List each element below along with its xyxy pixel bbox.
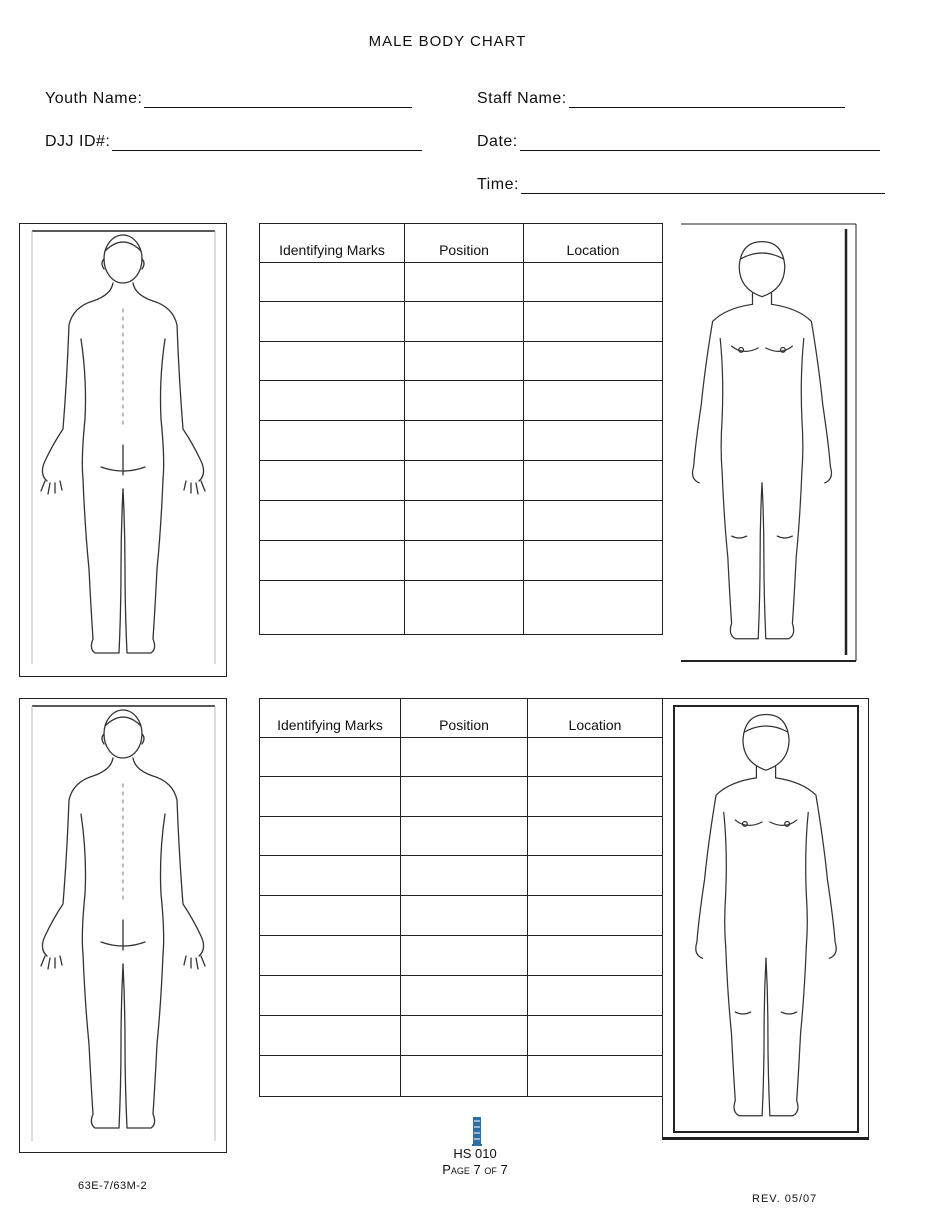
table-cell[interactable] [260, 263, 405, 302]
table-row [260, 342, 663, 381]
identifying-marks-table-top [259, 223, 663, 635]
front-body-figure-bottom [662, 698, 869, 1140]
table-row [260, 461, 663, 501]
table-header-row [260, 224, 663, 263]
table-row [260, 581, 663, 635]
table-cell[interactable] [260, 1016, 401, 1056]
table-cell[interactable] [260, 817, 401, 856]
header-location: Location [528, 699, 663, 738]
table-cell[interactable] [260, 342, 405, 381]
table-cell[interactable] [260, 541, 405, 581]
table-cell[interactable] [260, 856, 401, 896]
date-label: Date: [477, 133, 518, 150]
staff-name-label: Staff Name: [477, 90, 567, 107]
staff-name-line[interactable] [569, 93, 845, 108]
seal-icon [471, 1117, 483, 1147]
table-cell[interactable] [401, 1056, 528, 1097]
date-line[interactable] [520, 136, 880, 151]
table-cell[interactable] [528, 777, 663, 817]
page-title: MALE BODY CHART [368, 33, 527, 50]
table-cell[interactable] [528, 738, 663, 777]
table-cell[interactable] [528, 856, 663, 896]
table-cell[interactable] [528, 936, 663, 976]
youth-name-field[interactable] [45, 90, 412, 108]
header-identifying-marks: Identifying Marks [260, 224, 405, 263]
youth-name-line[interactable] [144, 93, 412, 108]
table-cell[interactable] [260, 976, 401, 1016]
header-location: Location [524, 224, 663, 263]
table-cell[interactable] [524, 541, 663, 581]
table-cell[interactable] [405, 263, 524, 302]
table-row [260, 381, 663, 421]
djj-id-field[interactable] [45, 133, 422, 151]
table-row [260, 1016, 663, 1056]
revision-label: REV. 05/07 [752, 1193, 818, 1205]
table-row [260, 501, 663, 541]
table-cell[interactable] [260, 896, 401, 936]
time-field[interactable] [477, 176, 885, 194]
page-indicator: Page 7 of 7 [442, 1162, 508, 1177]
table-cell[interactable] [405, 461, 524, 501]
state-logo [471, 1117, 483, 1147]
table-cell[interactable] [401, 976, 528, 1016]
table-cell[interactable] [260, 501, 405, 541]
table-cell[interactable] [528, 896, 663, 936]
time-label: Time: [477, 176, 519, 193]
table-cell[interactable] [260, 738, 401, 777]
table-cell[interactable] [401, 738, 528, 777]
table-cell[interactable] [401, 817, 528, 856]
table-row [260, 1056, 663, 1097]
table-row [260, 777, 663, 817]
table-cell[interactable] [524, 263, 663, 302]
djj-id-line[interactable] [112, 136, 422, 151]
back-body-figure-bottom [19, 698, 227, 1153]
table-cell[interactable] [528, 976, 663, 1016]
table-cell[interactable] [405, 421, 524, 461]
table-cell[interactable] [528, 1056, 663, 1097]
front-body-figure-top [681, 223, 857, 662]
table-cell[interactable] [260, 302, 405, 342]
table-row [260, 936, 663, 976]
table-cell[interactable] [524, 302, 663, 342]
table-cell[interactable] [401, 1016, 528, 1056]
table-cell[interactable] [260, 936, 401, 976]
back-body-figure-top [19, 223, 227, 677]
table-cell[interactable] [524, 581, 663, 635]
table-cell[interactable] [524, 461, 663, 501]
table-row [260, 302, 663, 342]
table-row [260, 856, 663, 896]
table-cell[interactable] [524, 381, 663, 421]
table-row [260, 541, 663, 581]
table-cell[interactable] [405, 501, 524, 541]
back-body-icon [20, 699, 226, 1152]
table-row [260, 896, 663, 936]
table-row [260, 263, 663, 302]
table-cell[interactable] [524, 421, 663, 461]
table-cell[interactable] [260, 461, 405, 501]
table-cell[interactable] [405, 302, 524, 342]
table-row [260, 738, 663, 777]
table-row [260, 817, 663, 856]
table-cell[interactable] [260, 1056, 401, 1097]
form-code: 63E-7/63M-2 [78, 1180, 148, 1192]
header-identifying-marks: Identifying Marks [260, 699, 401, 738]
front-body-icon [681, 223, 857, 662]
date-field[interactable] [477, 133, 880, 151]
table-cell[interactable] [401, 896, 528, 936]
table-cell[interactable] [405, 541, 524, 581]
form-number: HS 010 [453, 1146, 497, 1161]
youth-name-label: Youth Name: [45, 90, 143, 107]
table-cell[interactable] [405, 342, 524, 381]
table-cell[interactable] [528, 817, 663, 856]
table-cell[interactable] [260, 777, 401, 817]
back-body-icon [20, 224, 226, 676]
table-cell[interactable] [260, 381, 405, 421]
identifying-marks-table-bottom [259, 698, 663, 1097]
header-position: Position [401, 699, 528, 738]
table-cell[interactable] [405, 381, 524, 421]
front-body-icon [662, 698, 869, 1140]
time-line[interactable] [521, 179, 885, 194]
table-header-row [260, 699, 663, 738]
table-row [260, 976, 663, 1016]
table-cell[interactable] [524, 342, 663, 381]
table-row [260, 421, 663, 461]
header-position: Position [405, 224, 524, 263]
table-cell[interactable] [524, 501, 663, 541]
staff-name-field[interactable] [477, 90, 845, 108]
table-cell[interactable] [260, 421, 405, 461]
table-cell[interactable] [401, 936, 528, 976]
table-cell[interactable] [401, 856, 528, 896]
table-cell[interactable] [401, 777, 528, 817]
table-cell[interactable] [528, 1016, 663, 1056]
djj-id-label: DJJ ID#: [45, 133, 111, 150]
table-cell[interactable] [405, 581, 524, 635]
table-cell[interactable] [260, 581, 405, 635]
